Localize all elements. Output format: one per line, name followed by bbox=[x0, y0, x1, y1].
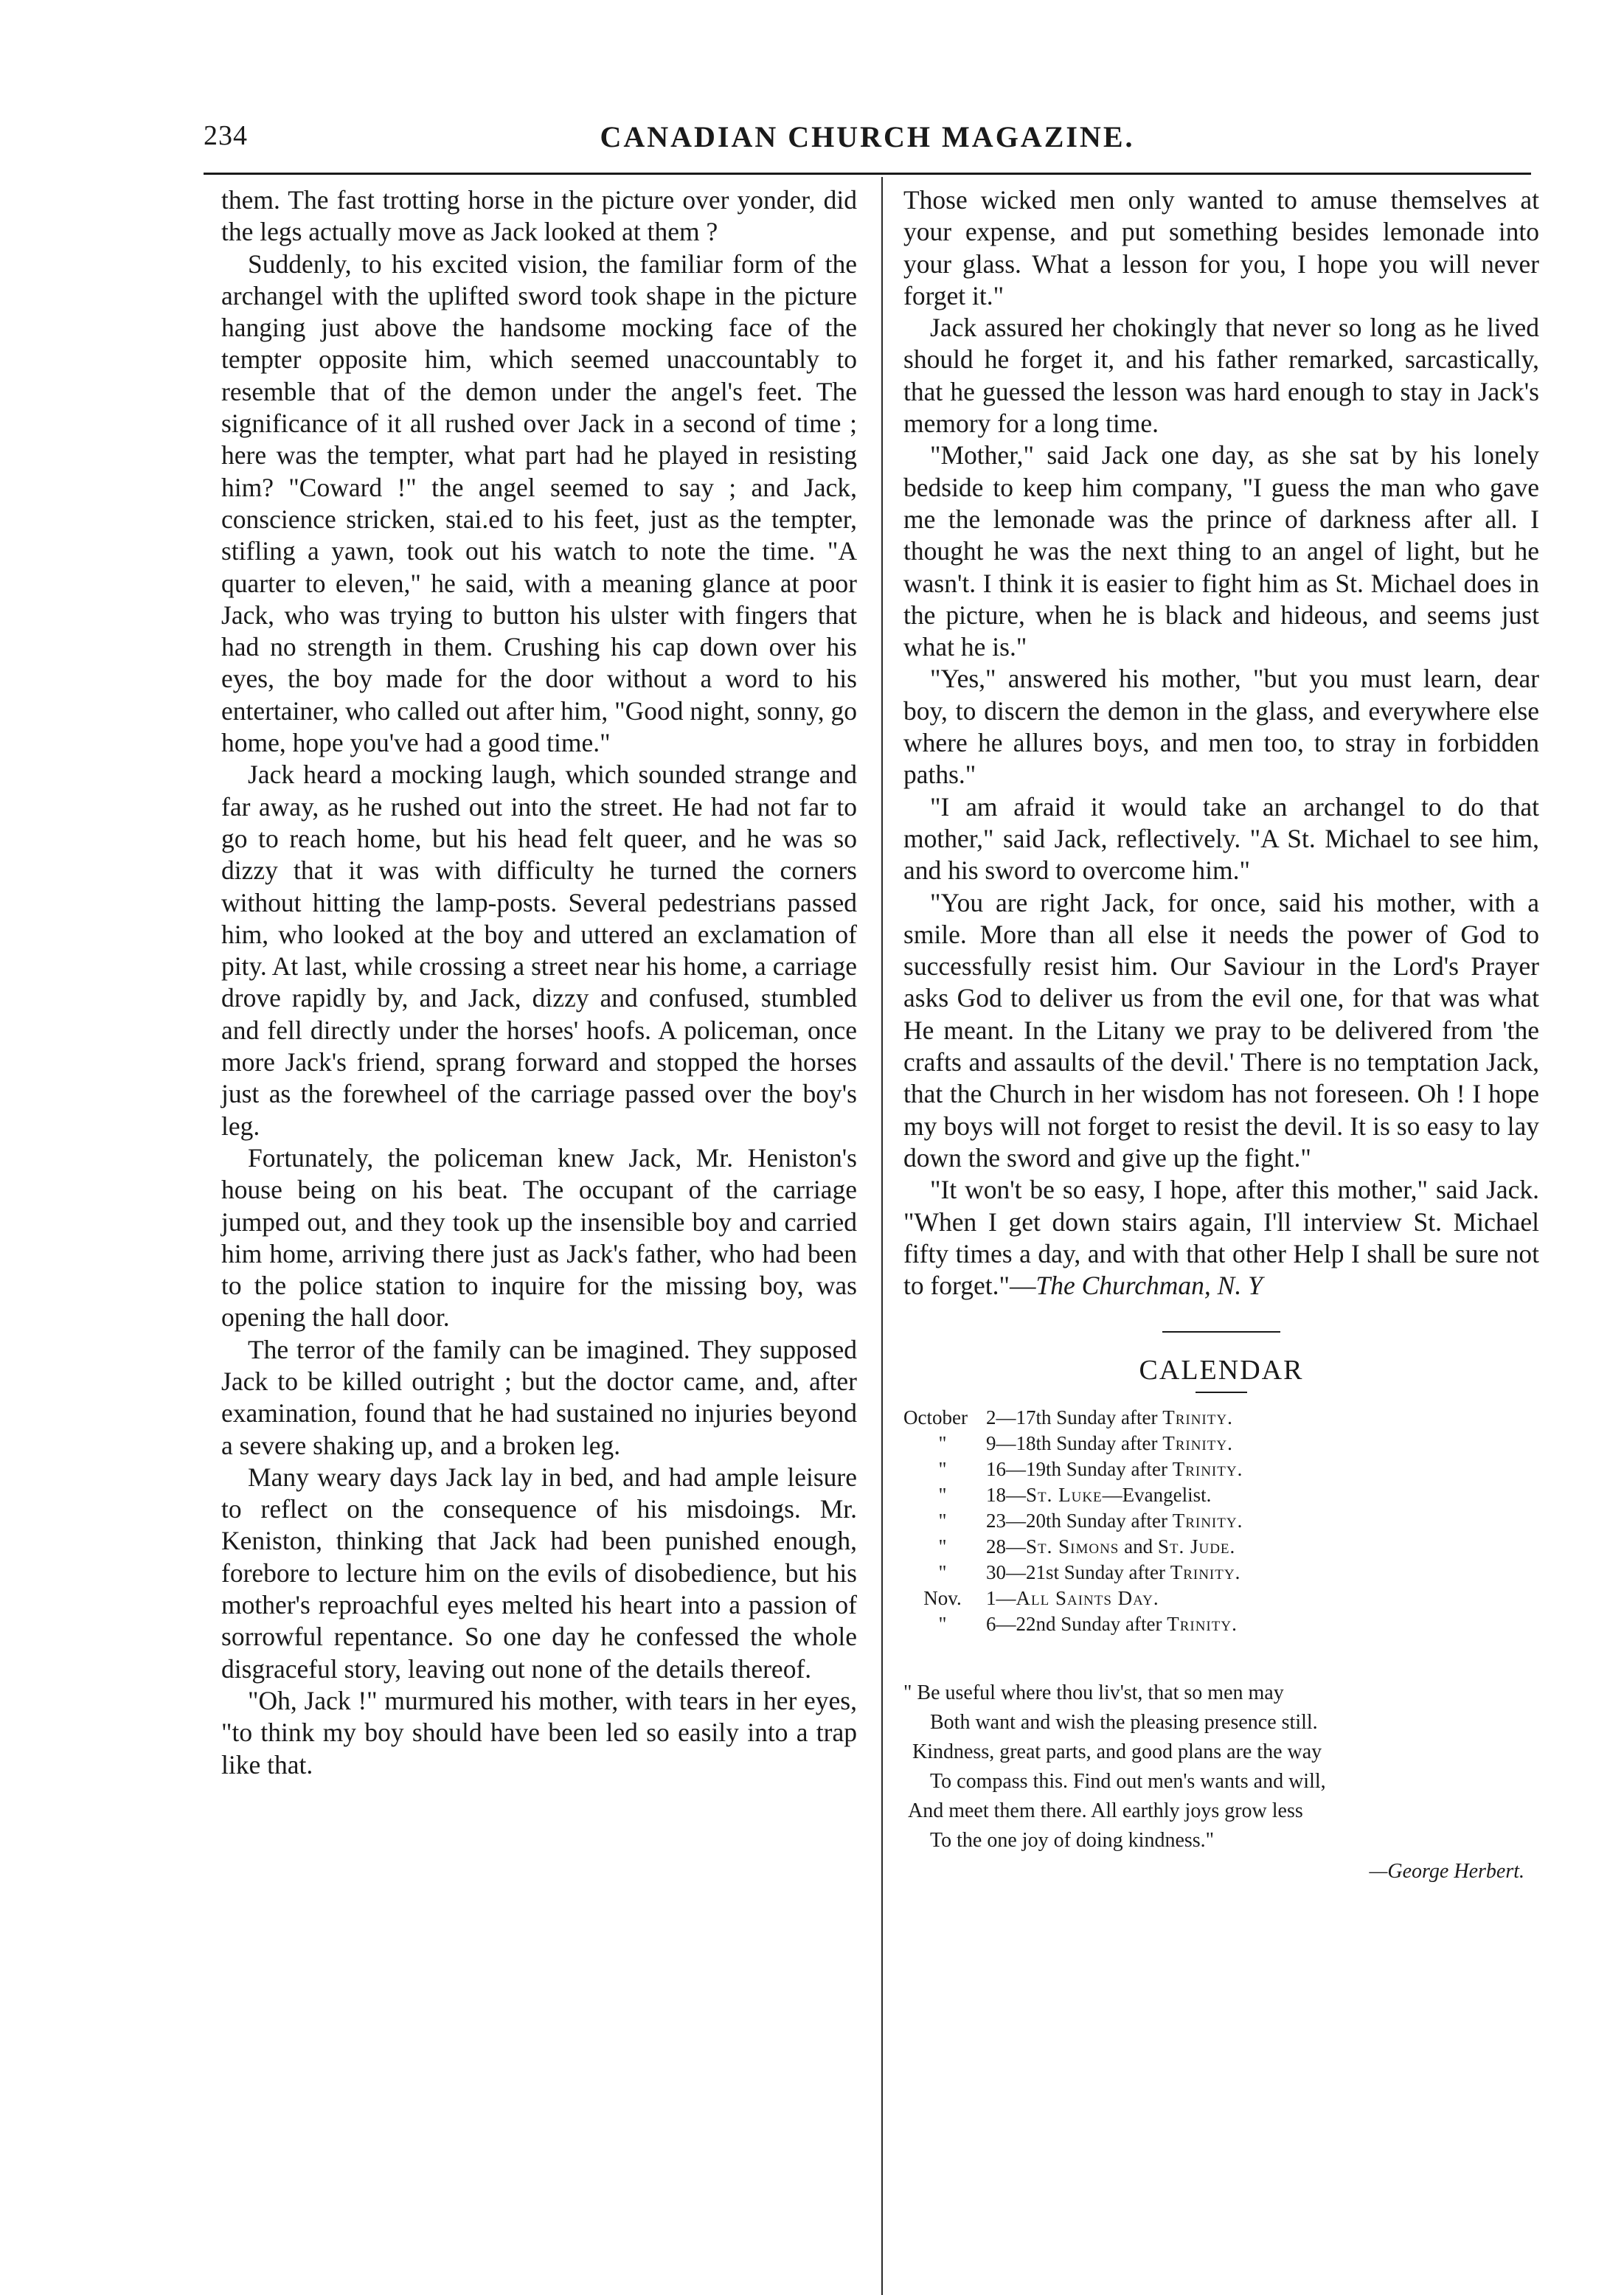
paragraph: "Yes," answered his mother, "but you must learn, dear boy, to discern the demon in the glass, and everywhere else where he allures boys, and men too, to stray in forbidden paths." bbox=[903, 664, 1539, 790]
calendar-entry bbox=[903, 1560, 1539, 1586]
magazine-title: CANADIAN CHURCH MAGAZINE. bbox=[600, 120, 1135, 153]
paragraph: Those wicked men only wanted to amuse themselves at your expense, and put something besides lemonade into your glass. What a lesson for you, I hope you will never forget it." bbox=[903, 185, 1539, 310]
calendar-month: Nov. bbox=[923, 1586, 962, 1609]
page-number: 234 bbox=[204, 120, 248, 151]
calendar-month: " bbox=[938, 1431, 947, 1454]
calendar-month: " bbox=[938, 1483, 947, 1506]
paragraph: "You are right Jack, for once, said his mother, with a smile. More than all else it needs the power of God to successfully resist him. Our Saviour in the Lord's Prayer asks God to deliver us from the evil one, for that was what He meant. In the Litany we pray to be delivered from 'the crafts and assaults of the devil.' There is no temptation Jack, that the Church in her wisdom has not foreseen. Oh ! I hope my boys will not forget to resist the devil. It is so easy to lay down the sword and give up the fight." bbox=[903, 887, 1539, 1173]
source-citation: The Churchman, N. Y bbox=[1035, 1271, 1263, 1301]
header-rule bbox=[204, 173, 1531, 175]
calendar-text: 1—All Saints Day. bbox=[986, 1586, 1159, 1609]
calendar-month: " bbox=[938, 1535, 947, 1558]
poem bbox=[903, 1678, 1539, 1886]
paragraph: them. The fast trotting horse in the picture over yonder, did the legs actually move as Jack looked at them ? bbox=[221, 185, 857, 247]
poem-line: To compass this. Find out men's wants and will, bbox=[930, 1769, 1326, 1793]
poem-line: " Be useful where thou liv'st, that so men may bbox=[903, 1681, 1284, 1704]
calendar-text: 9—18th Sunday after Trinity. bbox=[986, 1431, 1233, 1454]
paragraph: "Mother," said Jack one day, as she sat by his lonely bedside to keep him company, "I guess the man who gave me the lemonade was the prince of darkness after all. I thought he was the next thing to an angel of light, but he wasn't. I think it is easier to fight him as St. Michael does in the picture, when he is black and hideous, and seems just what he is." bbox=[903, 440, 1539, 662]
final-paragraph bbox=[903, 1174, 1539, 1302]
paragraph: "I am afraid it would take an archangel to do that mother," said Jack, reflectively. "A St. Michael to see him, and his sword to overcome him." bbox=[903, 791, 1539, 886]
calendar-entry bbox=[903, 1611, 1539, 1637]
calendar-text: 18—St. Luke—Evangelist. bbox=[986, 1483, 1212, 1506]
paragraph: Fortunately, the policeman knew Jack, Mr. Heniston's house being on his beat. The occupant of the carriage jumped out, and they took up the insensible boy and carried him home, arriving there just as Jack's father, who had been to the police station to inquire for the missing boy, was opening the hall door. bbox=[221, 1142, 857, 1333]
poem-line: Kindness, great parts, and good plans are the way bbox=[912, 1740, 1322, 1763]
paragraph: "Oh, Jack !" murmured his mother, with tears in her eyes, "to think my boy should have been led so easily into a trap like that. bbox=[221, 1685, 857, 1780]
calendar-entry bbox=[903, 1534, 1539, 1560]
calendar-entry bbox=[903, 1508, 1539, 1534]
paragraph: Jack assured her chokingly that never so long as he lived should he forget it, and his father remarked, sarcastically, that he guessed the lesson was hard enough to stay in Jack's memory for a long time. bbox=[903, 313, 1539, 439]
calendar-month: October bbox=[903, 1406, 968, 1428]
calendar-text: 23—20th Sunday after Trinity. bbox=[986, 1509, 1243, 1532]
poem-line: To the one joy of doing kindness." bbox=[930, 1828, 1215, 1852]
left-column bbox=[221, 184, 857, 1781]
poem-line: Both want and wish the pleasing presence still. bbox=[930, 1710, 1318, 1734]
right-column bbox=[903, 184, 1539, 1886]
final-paragraph-text: "It won't be so easy, I hope, after this mother," said Jack. "When I get down stairs again, I'll interview St. Michael fifty times a day, and with that other Help I shall be sure not to forget."— bbox=[903, 1175, 1539, 1301]
calendar-text: 16—19th Sunday after Trinity. bbox=[986, 1457, 1243, 1480]
calendar-text: 28—St. Simons and St. Jude. bbox=[986, 1535, 1236, 1558]
calendar-month: " bbox=[938, 1612, 947, 1635]
paragraph: Many weary days Jack lay in bed, and had ample leisure to reflect on the consequence of his misdoings. Mr. Keniston, thinking that Jack had been punished enough, forebore to lecture him on the evils of disobedience, but his mother's reproachful eyes melted his heart into a passion of sorrowful repentance. So one day he confessed the whole disgraceful story, leaving out none of the details thereof. bbox=[221, 1462, 857, 1684]
calendar-entry bbox=[903, 1586, 1539, 1611]
calendar-month: " bbox=[938, 1457, 947, 1480]
column-divider bbox=[881, 177, 883, 2295]
calendar-title-rule bbox=[1196, 1392, 1247, 1393]
calendar-text: 30—21st Sunday after Trinity. bbox=[986, 1560, 1241, 1583]
calendar-entry bbox=[903, 1431, 1539, 1456]
section-divider bbox=[1162, 1331, 1280, 1333]
calendar-entry bbox=[903, 1405, 1539, 1431]
calendar-month: " bbox=[938, 1509, 947, 1532]
paragraph: Suddenly, to his excited vision, the familiar form of the archangel with the uplifted sword took shape in the picture hanging just above the handsome mocking face of the tempter opposite him, which seemed unaccountably to resemble that of the demon under the angel's feet. The significance of it all rushed over Jack in a second of time ; here was the tempter, what part had he played in resisting him? "Coward !" the angel seemed to say ; and Jack, conscience stricken, stai.ed to his feet, just as the tempter, stifling a yawn, took out his watch to note the time. "A quarter to eleven," he said, with a meaning glance at poor Jack, who was trying to button his ulster with fingers that had no strength in them. Crushing his cap down over his eyes, the boy made for the door without a word to his entertainer, who called out after him, "Good night, sonny, go home, hope you've had a good time." bbox=[221, 249, 857, 758]
paragraph: Jack heard a mocking laugh, which sounded strange and far away, as he rushed out into the street. He had not far to go to reach home, but his head felt queer, and he was so dizzy that it was with difficulty he turned the corners without hitting the lamp-posts. Several pedestrians passed him, who looked at the boy and uttered an exclamation of pity. At last, while crossing a street near his home, a carriage drove rapidly by, and Jack, dizzy and confused, stumbled and fell directly under the horses' hoofs. A policeman, once more Jack's friend, sprang forward and stopped the horses just as the forewheel of the carriage passed over the boy's leg. bbox=[221, 760, 857, 1141]
page-header bbox=[204, 119, 1531, 164]
calendar-list bbox=[903, 1405, 1539, 1637]
calendar-entry bbox=[903, 1456, 1539, 1482]
calendar-text: 2—17th Sunday after Trinity. bbox=[986, 1406, 1233, 1428]
calendar-month: " bbox=[938, 1560, 947, 1583]
poem-line: And meet them there. All earthly joys grow less bbox=[908, 1799, 1303, 1822]
calendar-title: CALENDAR bbox=[1139, 1355, 1304, 1386]
calendar-entry bbox=[903, 1482, 1539, 1508]
paragraph: The terror of the family can be imagined. They supposed Jack to be killed outright ; but the doctor came, and, after examination, found that he had sustained no injuries beyond a severe shaking up, and a broken leg. bbox=[221, 1334, 857, 1460]
calendar-text: 6—22nd Sunday after Trinity. bbox=[986, 1612, 1238, 1635]
poem-attribution: —George Herbert. bbox=[1369, 1859, 1524, 1883]
